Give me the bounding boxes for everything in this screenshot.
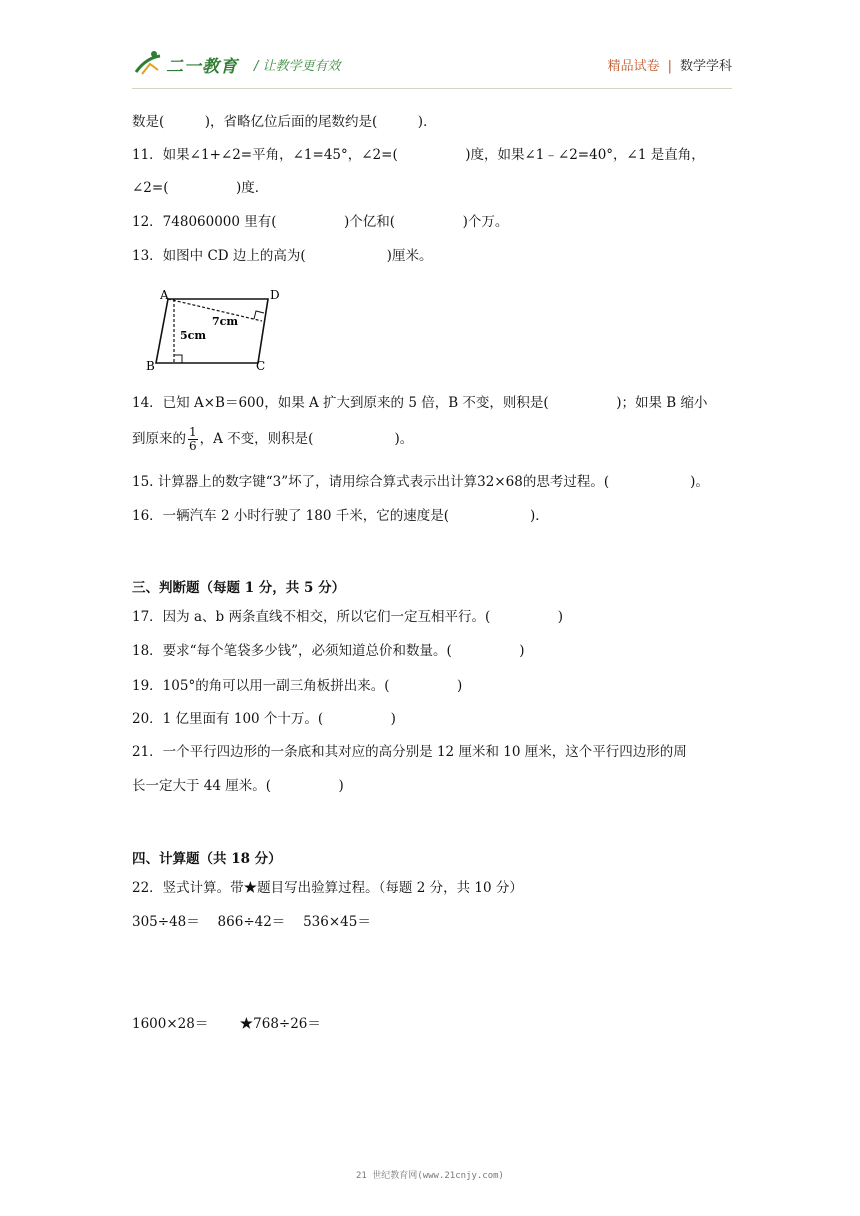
- parallelogram-figure: [140, 285, 300, 375]
- fraction-one-sixth: [188, 426, 198, 453]
- question-11: 11．如果∠1+∠2=平角，∠1=45°，∠2=( )度，如果∠1﹣∠2=40°，∠1 是直角，: [132, 147, 705, 163]
- vertex-c: C: [256, 359, 266, 373]
- section-4-title: 四、计算题（共 18 分）: [132, 851, 282, 867]
- question-11-cont: ∠2=( )度．: [132, 180, 269, 196]
- question-18: 18．要求“每个笔袋多少钱”，必须知道总价和数量。( ): [132, 643, 525, 659]
- q14-prefix: 到原来的: [132, 431, 186, 447]
- vertex-d: D: [270, 288, 280, 302]
- question-14-cont: [132, 426, 413, 453]
- section-3-title: 三、判断题（每题 1 分，共 5 分）: [132, 580, 346, 596]
- page-footer: 21 世纪教育网(www.21cnjy.com): [356, 1171, 504, 1181]
- question-20: 20．1 亿里面有 100 个十万。( ): [132, 711, 396, 727]
- vertex-b: B: [146, 359, 155, 373]
- fraction-denominator: 6: [189, 439, 197, 453]
- separator: |: [667, 59, 672, 74]
- question-13: 13．如图中 CD 边上的高为( )厘米。: [132, 248, 433, 264]
- vertex-a: A: [160, 288, 169, 302]
- slogan: / 让教学更有效: [254, 59, 341, 74]
- header-divider: [132, 88, 732, 89]
- length-5cm: 5cm: [180, 329, 206, 342]
- question-16: 16．一辆汽车 2 小时行驶了 180 千米，它的速度是( )．: [132, 508, 549, 524]
- subject-name: 数学学科: [679, 59, 732, 74]
- q14-suffix: ，A 不变，则积是( )。: [199, 431, 414, 447]
- question-19: 19．105°的角可以用一副三角板拼出来。( ): [132, 678, 463, 694]
- question-12: 12．748060000 里有( )个亿和( )个万。: [132, 214, 509, 230]
- question-14: 14．已知 A×B＝600，如果 A 扩大到原来的 5 倍，B 不变，则积是( )；如果 B 缩小: [132, 395, 708, 411]
- question-22: 22．竖式计算。带★题目写出验算过程。（每题 2 分，共 10 分）: [132, 880, 523, 896]
- calc-row-1: 305÷48＝ 866÷42＝ 536×45＝: [132, 914, 371, 930]
- question-21-cont: 长一定大于 44 厘米。( ): [132, 778, 344, 794]
- subject-label: [608, 55, 732, 74]
- logo-text: 二一教育: [166, 57, 238, 77]
- length-7cm: 7cm: [212, 315, 238, 328]
- page-header: [132, 48, 732, 84]
- fraction-numerator: 1: [189, 425, 197, 439]
- calc-row-2: 1600×28＝ ★768÷26＝: [132, 1016, 321, 1032]
- question-21: 21．一个平行四边形的一条底和其对应的高分别是 12 厘米和 10 厘米，这个平行四边形的周: [132, 744, 687, 760]
- question-15: 15. 计算器上的数字键“3”坏了，请用综合算式表示出计算32×68的思考过程。( )。: [132, 474, 709, 490]
- premium-label: 精品试卷: [607, 59, 660, 74]
- question-line: 数是( )，省略亿位后面的尾数约是( )．: [132, 114, 437, 130]
- question-17: 17．因为 a、b 两条直线不相交，所以它们一定互相平行。( ): [132, 609, 563, 625]
